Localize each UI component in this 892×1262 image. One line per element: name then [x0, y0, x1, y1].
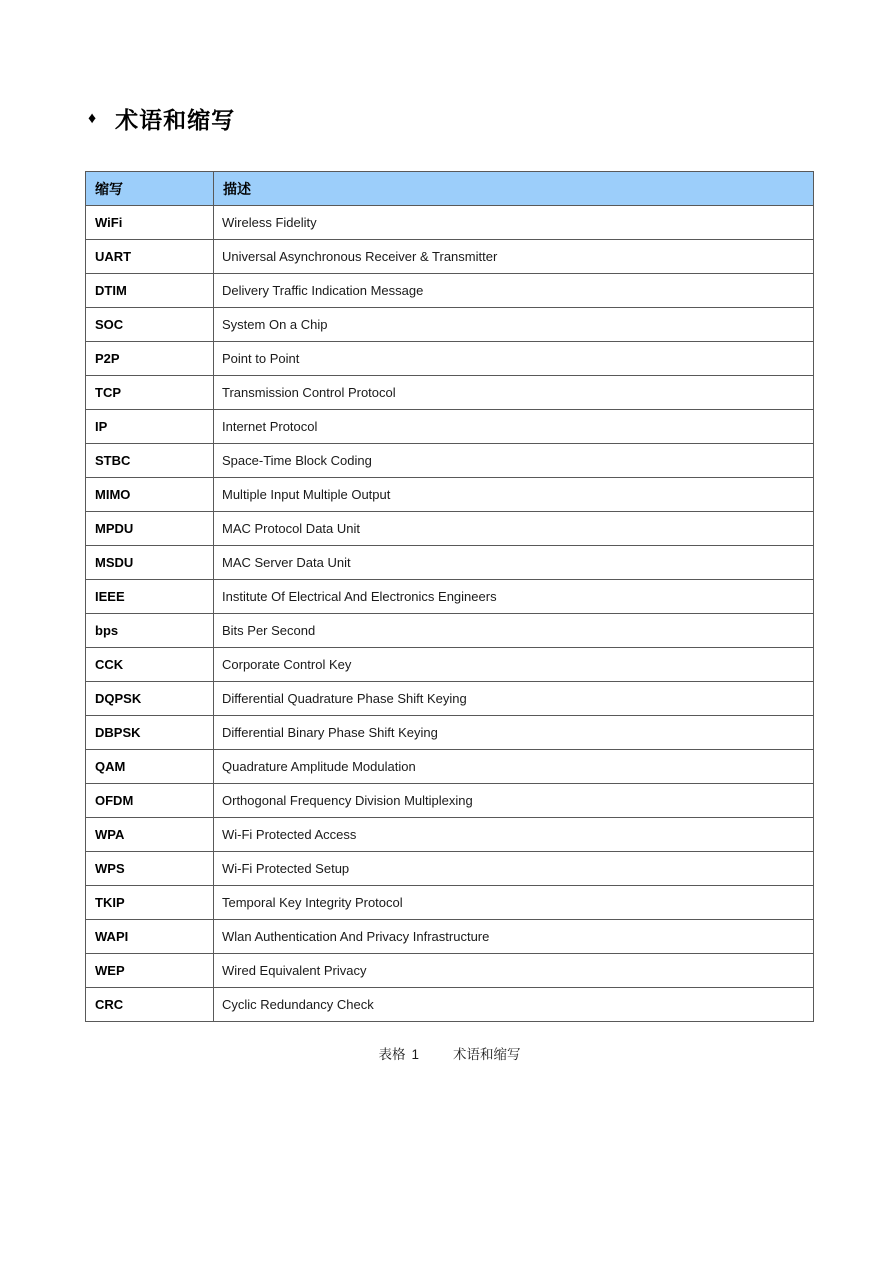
desc-cell: MAC Server Data Unit	[214, 546, 814, 580]
abbr-cell: MIMO	[86, 478, 214, 512]
desc-cell: Space-Time Block Coding	[214, 444, 814, 478]
abbr-cell: IP	[86, 410, 214, 444]
desc-cell: Internet Protocol	[214, 410, 814, 444]
desc-cell: Differential Binary Phase Shift Keying	[214, 716, 814, 750]
abbr-cell: DQPSK	[86, 682, 214, 716]
abbr-cell: IEEE	[86, 580, 214, 614]
table-row	[86, 478, 814, 512]
abbr-cell: STBC	[86, 444, 214, 478]
table-row	[86, 784, 814, 818]
section-title	[88, 102, 235, 135]
table-row	[86, 410, 814, 444]
abbr-cell: CRC	[86, 988, 214, 1022]
table-row	[86, 988, 814, 1022]
diamond-bullet-icon: ♦	[88, 109, 98, 127]
table-row	[86, 716, 814, 750]
table-row	[86, 648, 814, 682]
desc-cell: Quadrature Amplitude Modulation	[214, 750, 814, 784]
abbr-cell: MSDU	[86, 546, 214, 580]
desc-cell: Orthogonal Frequency Division Multiplexing	[214, 784, 814, 818]
desc-cell: Wired Equivalent Privacy	[214, 954, 814, 988]
desc-column-header: 描述	[214, 172, 814, 206]
table-row	[86, 206, 814, 240]
desc-cell: Cyclic Redundancy Check	[214, 988, 814, 1022]
desc-cell: Differential Quadrature Phase Shift Keying	[214, 682, 814, 716]
table-row	[86, 342, 814, 376]
desc-cell: Point to Point	[214, 342, 814, 376]
desc-cell: Multiple Input Multiple Output	[214, 478, 814, 512]
table-row	[86, 512, 814, 546]
table-row	[86, 580, 814, 614]
desc-cell: Wireless Fidelity	[214, 206, 814, 240]
desc-cell: Transmission Control Protocol	[214, 376, 814, 410]
table-row	[86, 614, 814, 648]
abbr-cell: CCK	[86, 648, 214, 682]
abbr-column-header: 缩写	[86, 172, 214, 206]
abbr-cell: OFDM	[86, 784, 214, 818]
abbr-table-body	[86, 206, 814, 1022]
desc-cell: Bits Per Second	[214, 614, 814, 648]
abbr-cell: MPDU	[86, 512, 214, 546]
table-row	[86, 750, 814, 784]
table-row	[86, 954, 814, 988]
abbr-cell: WAPI	[86, 920, 214, 954]
table-header-row	[86, 172, 814, 206]
desc-cell: Institute Of Electrical And Electronics Engineers	[214, 580, 814, 614]
abbr-cell: QAM	[86, 750, 214, 784]
table-row	[86, 240, 814, 274]
abbr-cell: TKIP	[86, 886, 214, 920]
table-row	[86, 444, 814, 478]
abbr-cell: UART	[86, 240, 214, 274]
abbr-cell: P2P	[86, 342, 214, 376]
abbr-cell: WPA	[86, 818, 214, 852]
desc-cell: Wi-Fi Protected Setup	[214, 852, 814, 886]
table-caption	[85, 1043, 814, 1063]
desc-cell: Wlan Authentication And Privacy Infrastructure	[214, 920, 814, 954]
abbr-cell: WPS	[86, 852, 214, 886]
caption-number: 1	[411, 1047, 419, 1062]
desc-cell: Delivery Traffic Indication Message	[214, 274, 814, 308]
abbr-cell: TCP	[86, 376, 214, 410]
abbr-cell: SOC	[86, 308, 214, 342]
caption-text: 术语和缩写	[453, 1047, 521, 1062]
abbr-cell: WEP	[86, 954, 214, 988]
desc-cell: Temporal Key Integrity Protocol	[214, 886, 814, 920]
table-row	[86, 682, 814, 716]
section-title-text: 术语和缩写	[115, 107, 236, 133]
abbreviations-table	[85, 171, 814, 1022]
abbr-cell: DBPSK	[86, 716, 214, 750]
desc-cell: Corporate Control Key	[214, 648, 814, 682]
abbr-cell: WiFi	[86, 206, 214, 240]
table-row	[86, 308, 814, 342]
table-row	[86, 920, 814, 954]
table-row	[86, 546, 814, 580]
table-row	[86, 886, 814, 920]
table-row	[86, 274, 814, 308]
desc-cell: MAC Protocol Data Unit	[214, 512, 814, 546]
table-row	[86, 852, 814, 886]
table-row	[86, 818, 814, 852]
table-row	[86, 376, 814, 410]
abbr-cell: DTIM	[86, 274, 214, 308]
desc-cell: Wi-Fi Protected Access	[214, 818, 814, 852]
caption-label: 表格	[378, 1047, 406, 1062]
desc-cell: Universal Asynchronous Receiver & Transmitter	[214, 240, 814, 274]
abbr-cell: bps	[86, 614, 214, 648]
desc-cell: System On a Chip	[214, 308, 814, 342]
